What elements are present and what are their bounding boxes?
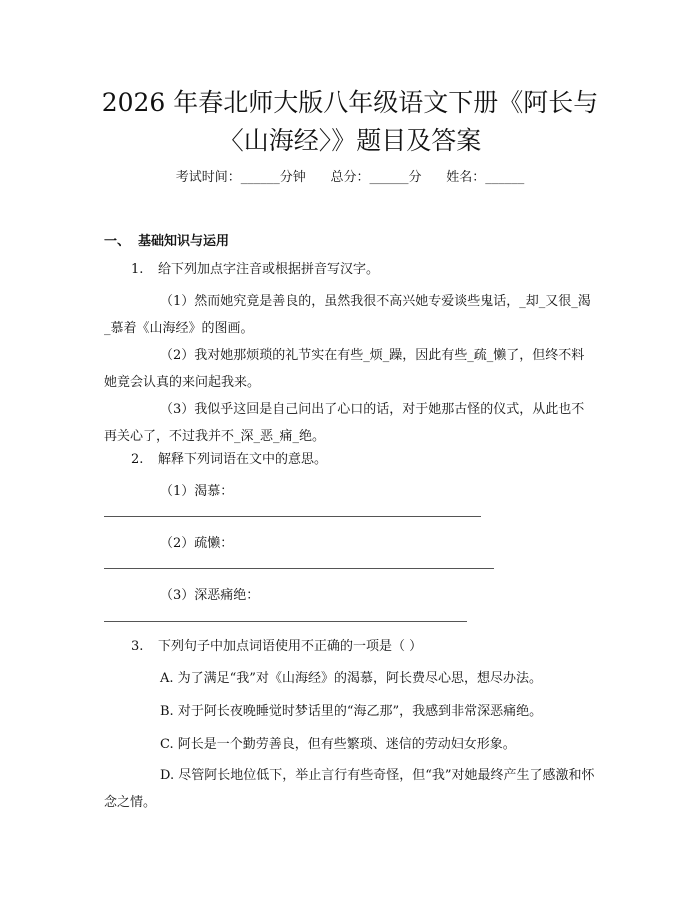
section-heading bbox=[104, 230, 229, 249]
question-3-option-c: C. 阿长是一个勤劳善良，但有些繁琐、迷信的劳动妇女形象。 bbox=[160, 737, 516, 752]
answer-line[interactable] bbox=[104, 568, 494, 569]
question-2 bbox=[131, 450, 327, 470]
answer-line[interactable] bbox=[104, 621, 467, 622]
question-prompt: 下列句子中加点词语使用不正确的一项是（ ） bbox=[158, 639, 423, 654]
question-1-item-1: （1）然而她究竟是善良的，虽然我很不高兴她专爱谈些鬼话，_却_又很_渴_慕着《山海经》的图画。 bbox=[104, 294, 591, 336]
question-2-item-3: （3）深恶痛绝： bbox=[160, 588, 260, 603]
question-1-item-3: （3）我似乎这回是自己问出了心口的话，对于她那古怪的仪式，从此也不再关心了，不过我并不_深_恶_痛_绝。 bbox=[104, 402, 585, 444]
question-3-option-b: B. 对于阿长夜晚睡觉时梦话里的“海乙那”，我感到非常深恶痛绝。 bbox=[160, 704, 543, 719]
question-number: 3. bbox=[131, 639, 144, 654]
document-title-line-2: 〈山海经〉》题目及答案 bbox=[218, 126, 482, 155]
question-3-option-d: D. 尽管阿长地位低下，举止言行有些奇怪，但“我”对她最终产生了感激和怀念之情。 bbox=[104, 768, 595, 810]
question-1-item-2: （2）我对她那烦琐的礼节实在有些_烦_躁，因此有些_疏_懒了，但终不料她竟会认真的来问起我来。 bbox=[104, 348, 585, 390]
document-title-line-1: 2026 年春北师大版八年级语文下册《阿长与 bbox=[101, 88, 599, 117]
question-2-item-2: （2）疏懒： bbox=[160, 536, 234, 551]
question-prompt: 解释下列词语在文中的意思。 bbox=[158, 452, 328, 467]
question-3 bbox=[131, 637, 422, 657]
section-title: 基础知识与运用 bbox=[138, 234, 230, 249]
question-2-item-1: （1）渴慕： bbox=[160, 484, 234, 499]
question-number: 1. bbox=[131, 262, 144, 277]
answer-line[interactable] bbox=[104, 516, 481, 517]
question-3-option-a: A. 为了满足“我”对《山海经》的渴慕，阿长费尽心思，想尽办法。 bbox=[160, 671, 542, 686]
question-1 bbox=[131, 260, 379, 280]
question-number: 2. bbox=[131, 452, 144, 467]
exam-info: 考试时间：______分钟 总分：______分 姓名：______ bbox=[175, 170, 525, 185]
question-prompt: 给下列加点字注音或根据拼音写汉字。 bbox=[158, 262, 380, 277]
section-number: 一、 bbox=[104, 234, 131, 249]
